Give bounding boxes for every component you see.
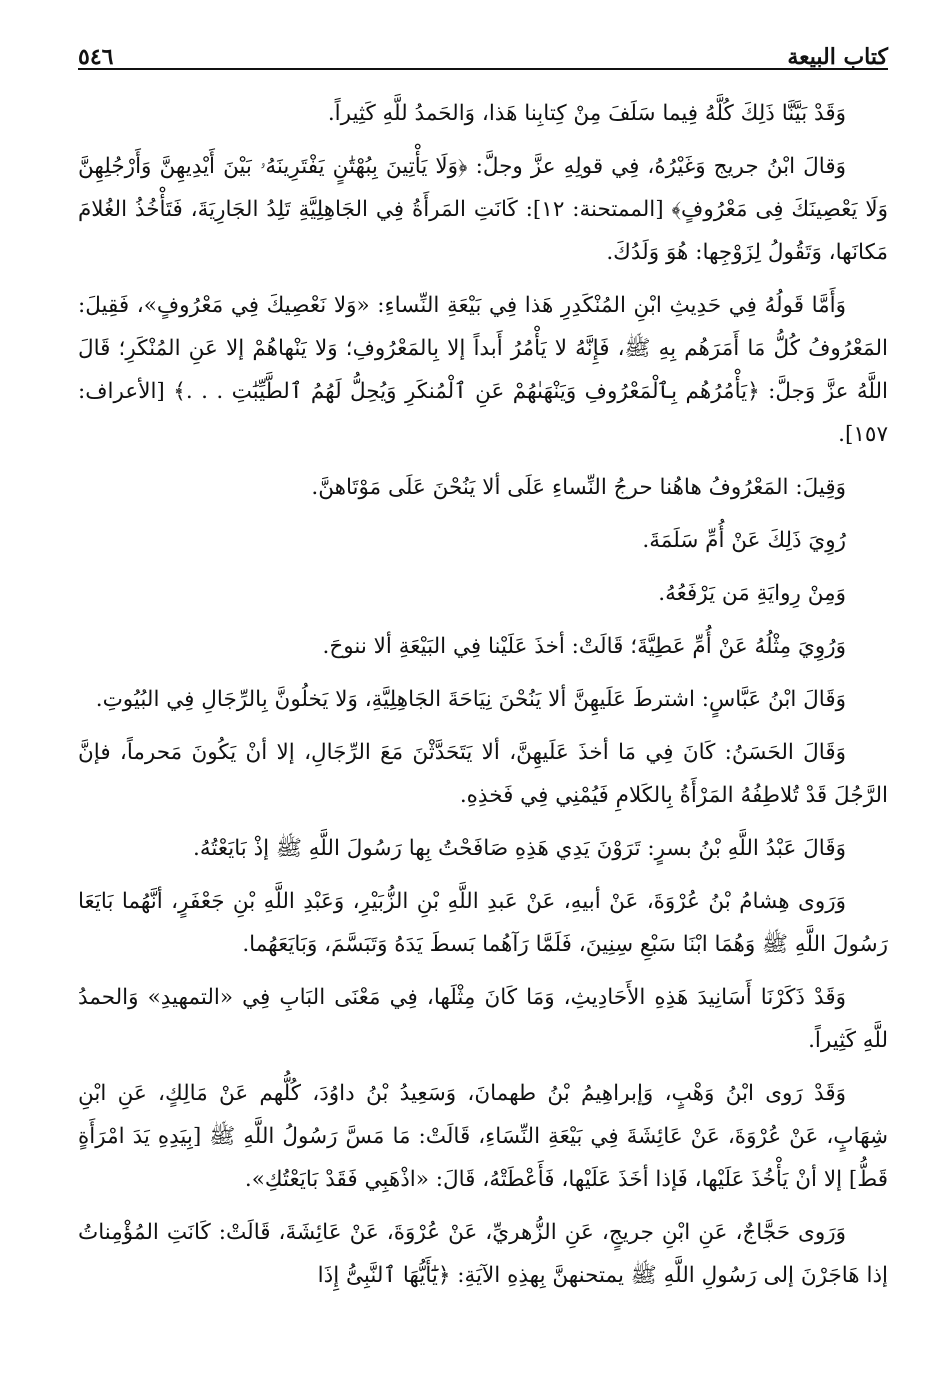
paragraph: رُوِيَ ذَلِكَ عَنْ أُمِّ سَلَمَةَ. — [642, 528, 846, 553]
paragraph: وَمِنْ رِوايَةِ مَن يَرْفَعُهُ. — [658, 581, 846, 606]
paragraph: وَقَدْ بَيَّنَّا ذَلِكَ كُلَّهُ فِيما سَلَفَ مِنْ كِتابِنا هَذا، وَالحَمدُ للَّهِ كَثِيراً. — [327, 101, 846, 126]
header-rule — [78, 68, 888, 70]
paragraph: وَقِيلَ: المَعْرُوفُ هاهُنا حرجُ النِّساءِ عَلَى ألا يَنُحْنَ عَلَى مَوْتَاهنَّ. — [311, 475, 846, 500]
paragraph: وَقَدْ ذَكَرْنَا أَسَانِيدَ هَذِهِ الأَحَادِيثِ، وَمَا كَانَ مِثْلَها، فِي مَعْنَى البَابِ فِي «التمهيدِ» وَالحمدُ للَّهِ كَثِيراً. — [78, 985, 888, 1053]
paragraph: وَقالَ ابْنُ جريج وَغَيْرُهُ، فِي قولِهِ عزَّ وجلَّ: ﴿وَلَا يَأْتِينَ بِبُهْتَٰنٍ يَفْتَرِينَهُۥ بَيْنَ أَيْدِيهِنَّ وَأَرْجُلِهِنَّ وَلَا يَعْصِينَكَ فِى مَعْرُوفٍ﴾ [الممتحنة: ١٢]: كَانَتِ المَرأَةُ فِي الجَاهِلِيَّةِ تَلِدُ الجَارِيَةَ، فَتَأْخُذُ الغُلامَ مَكانَها، وَتَقُولُ لِزَوْجِها: هُوَ وَلَدُكَ. — [78, 154, 888, 265]
paragraph: وَقَالَ ابْنُ عَبَّاسٍ: اشترطَ عَلَيهِنَّ ألا يَنُحْنَ نِيَاحَةَ الجَاهِلِيَّةِ، وَلا يَخلُونَّ بِالرِّجَالِ فِي البُيُوتِ. — [95, 687, 846, 712]
paragraph: وَقَالَ عَبْدُ اللَّهِ بْنُ بسرٍ: تَرَوْنَ يَدِي هَذِهِ صَافَحْتُ بِها رَسُولَ اللَّهِ ﷺ إذْ بَايَعْتُهُ. — [193, 836, 846, 861]
paragraph: وَقَالَ الحَسَنُ: كَانَ فِي مَا أخذَ عَلَيهِنَّ، ألا يَتَحَدَّثْنَ مَعَ الرِّجَالِ، إلا أنْ يَكُونَ مَحرماً، فإنَّ الرَّجُلَ قَدْ تُلاطِفُهُ المَرْأَةُ بِالكَلامِ فَيُمْنِي فِي فَخذِهِ. — [78, 740, 888, 808]
page-body — [78, 92, 888, 1367]
paragraph: وَرَوى هِشامُ بْنُ عُرْوَةَ، عَنْ أبيهِ، عَنْ عَبدِ اللَّهِ بْنِ الزُّبَيْرِ، وَعَبْدِ اللَّهِ بْنِ جَعْفَرٍ، أنَّهُما بَايَعَا رَسُولَ اللَّهِ ﷺ وَهُمَا ابْنَا سَبْعِ سِنِينَ، فَلَمَّا رَآهُما بَسطَ يَدَهُ وَتَبَسَّمَ، وَبَايَعَهُما. — [78, 889, 888, 957]
paragraph: وَقَدْ رَوى ابْنُ وَهْبٍ، وَإبراهِيمُ بْنُ طهمانَ، وَسَعِيدُ بْنُ داوُدَ، كُلُّهم عَنْ مَالِكٍ، عَنِ ابْنِ شِهَابٍ، عَنْ عُرْوَةَ، عَنْ عَائِشَةَ فِي بَيْعَةِ النِّسَاءِ، قَالَتْ: مَا مَسَّ رَسُولُ اللَّهِ ﷺ [بِيَدِهِ يَدَ امْرَأَةٍ قَطُّ] إلا أنْ يَأْخُذَ عَلَيْها، فَإذا أخَذَ عَلَيْها، فَأَعْطَتْهُ، قَالَ: «اذْهَبِي فَقَدْ بَايَعْتُكِ». — [78, 1081, 888, 1192]
book-title: كتاب البيعة — [787, 44, 888, 70]
page-header — [78, 30, 888, 70]
paragraph: وَرَوى حَجَّاجٌ، عَنِ ابْنِ جريجٍ، عَنِ الزُّهريِّ، عَنْ عُرْوَةَ، عَنْ عَائِشَةَ، قَالَتْ: كَانَتِ المُؤْمِناتُ إذا هَاجَرْنَ إلى رَسُولِ اللَّهِ ﷺ يمتحنهنَّ بِهذِهِ الآيَةِ: ﴿يَٰٓأَيُّهَا ٱلنَّبِىُّ إِذَا — [78, 1220, 888, 1288]
paragraph: وَرُوِيَ مِثْلُهُ عَنْ أُمِّ عَطِيَّةَ؛ قَالَتْ: أخذَ عَلَيْنا فِي البَيْعَةِ ألا ننوحَ. — [322, 634, 846, 659]
page-number: ٥٤٦ — [78, 44, 114, 70]
paragraph: وَأَمَّا قَولُهُ فِي حَدِيثِ ابْنِ المُنْكَدِرِ هَذا فِي بَيْعَةِ النِّساءِ: «وَلا نَعْصِيكَ فِي مَعْرُوفٍ»، فَقِيلَ: المَعْرُوفُ كُلُّ مَا أَمَرَهُم بِهِ ﷺ، فَإِنَّهُ لا يَأْمُرُ أَبداً إلا بِالمَعْرُوفِ؛ وَلا يَنْهاهُمْ إلا عَنِ المُنْكَرِ؛ قَالَ اللَّهُ عزَّ وَجلَّ: ﴿يَأْمُرُهُم بِٱلْمَعْرُوفِ وَيَنْهَىٰهُمْ عَنِ ٱلْمُنكَرِ وَيُحِلُّ لَهُمُ ٱلطَّيِّبَٰتِ . . .﴾ [الأعراف: ١٥٧]. — [78, 293, 888, 447]
